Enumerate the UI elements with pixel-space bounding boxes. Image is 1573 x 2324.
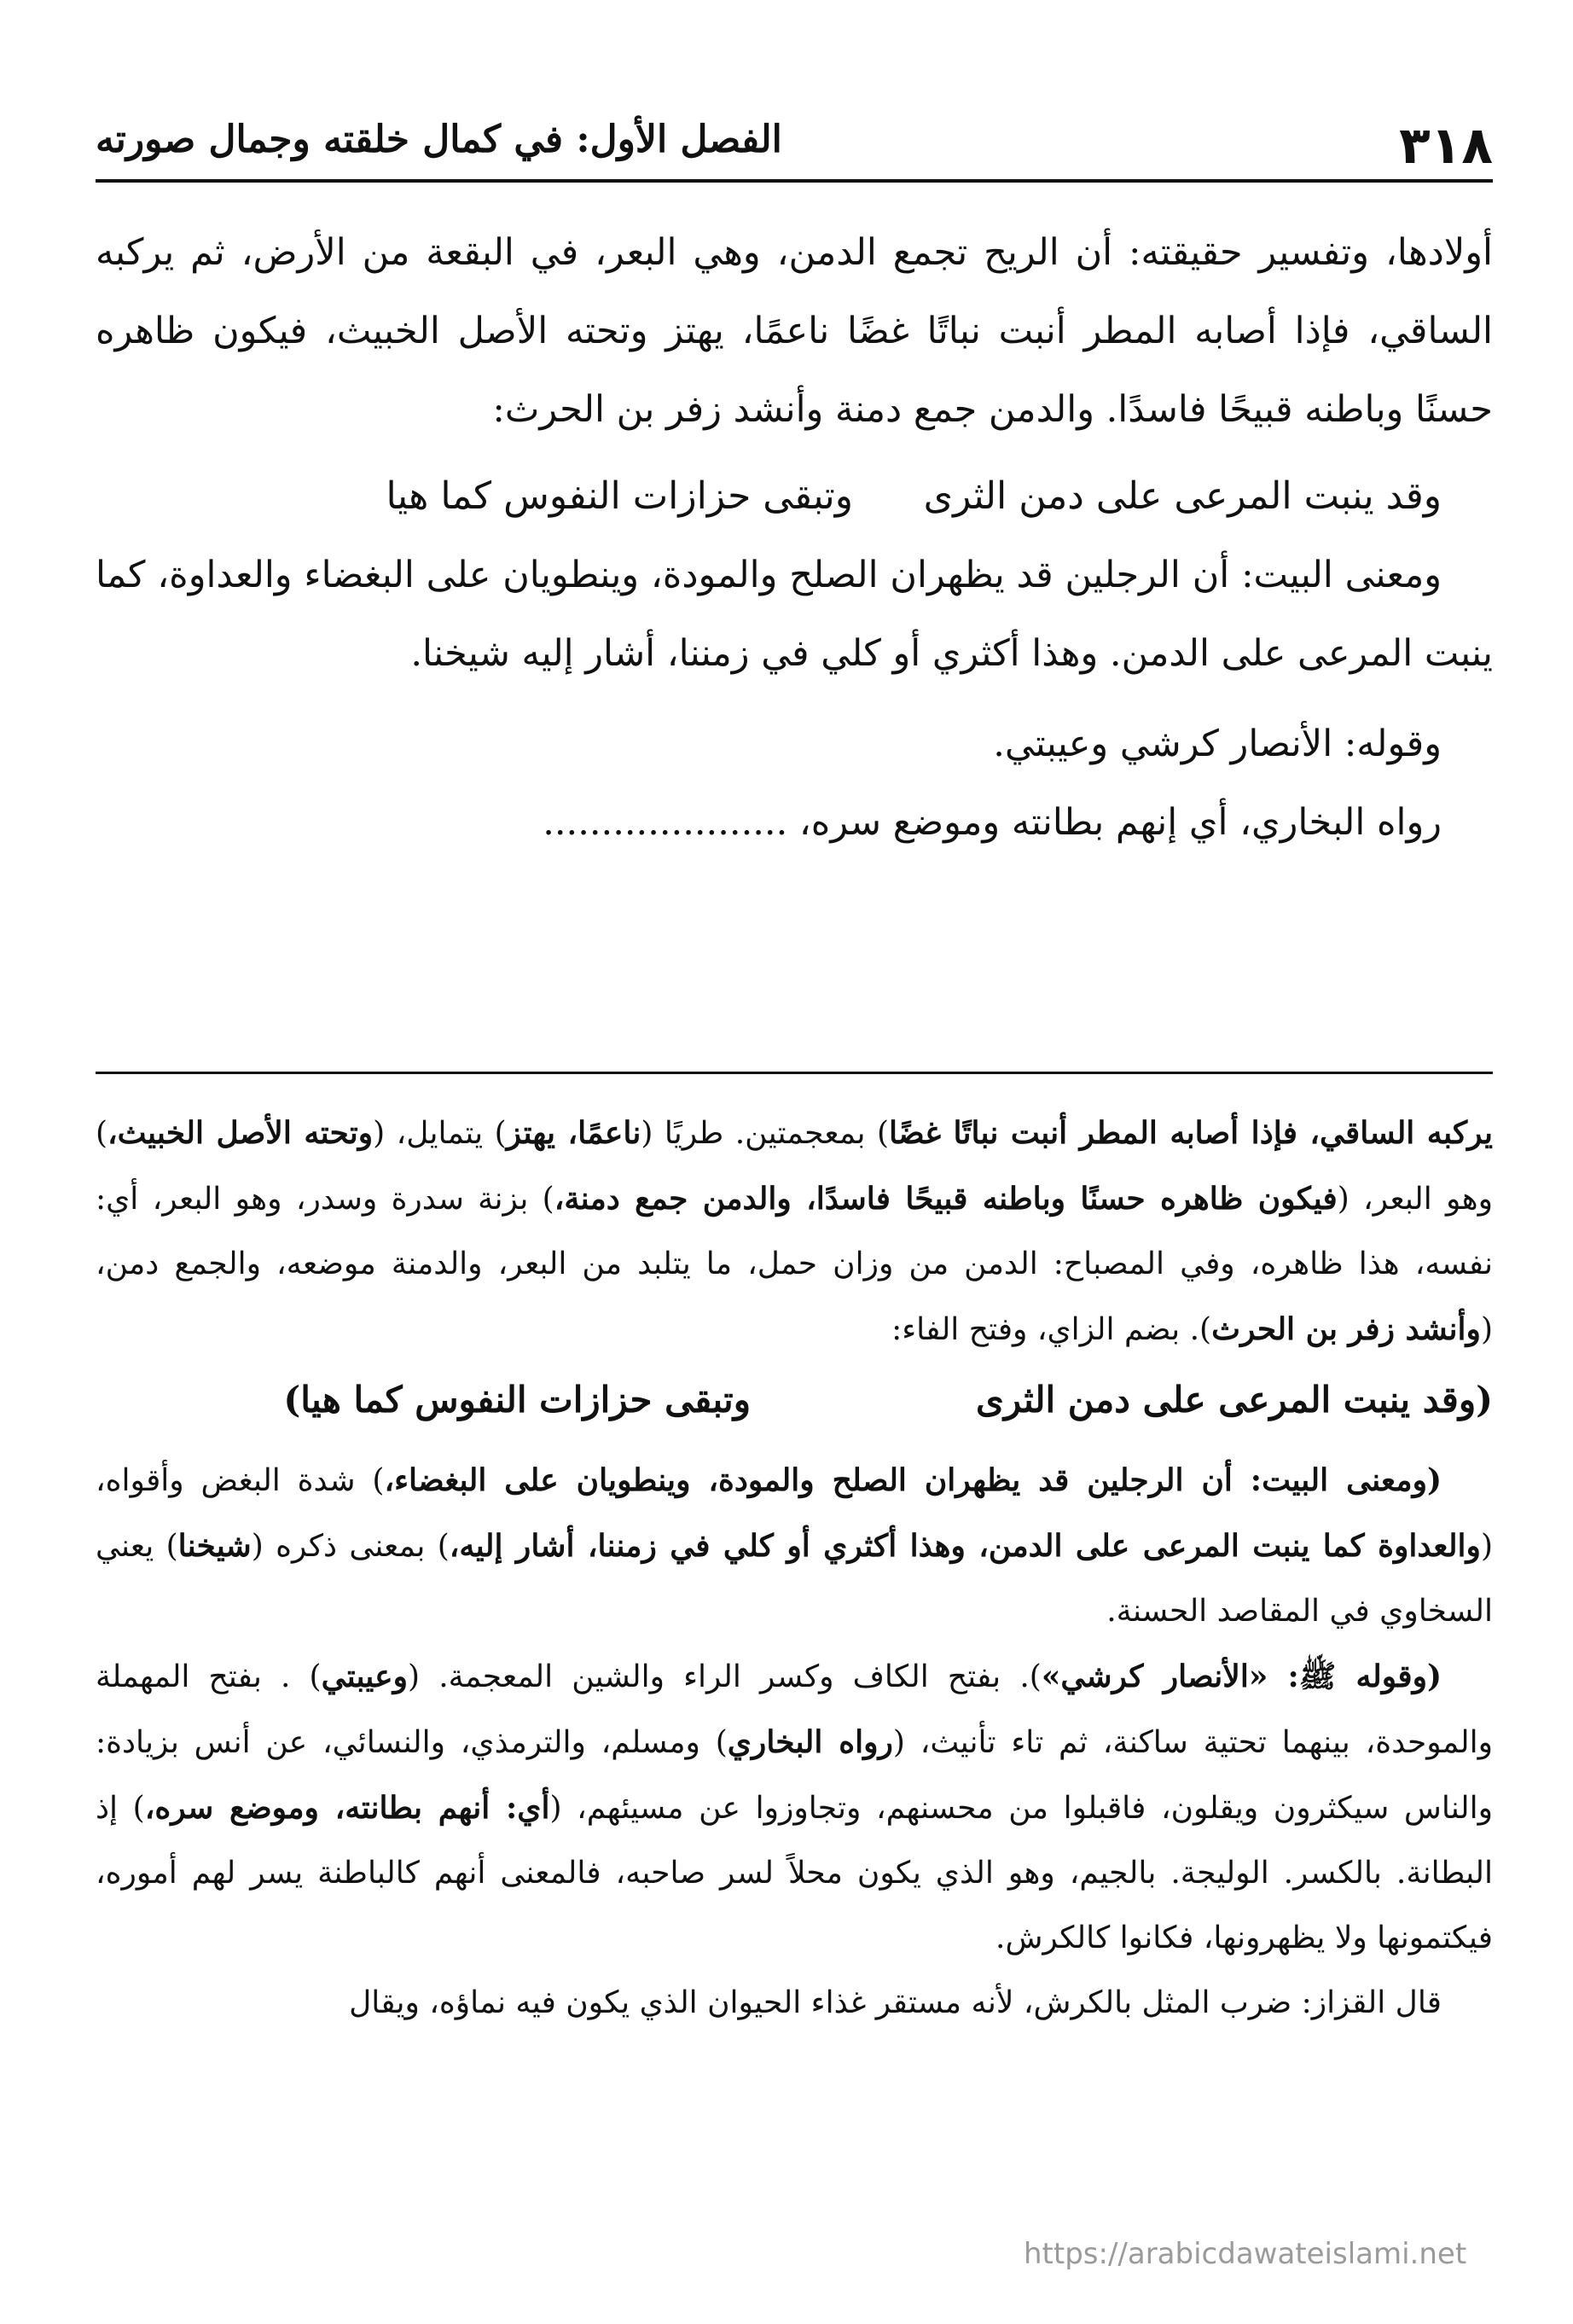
commentary-lemma: شيخنا — [177, 1528, 252, 1564]
commentary-gloss: ) . بفتح المهملة والموحدة، بينهما تحتية ساكنة، ثم تاء تأنيث، ( — [96, 1659, 1494, 1760]
commentary-gloss: ) ومسلم، والترمذي، والنسائي، عن أنس بزيادة: والناس سيكثرون ويقلون، فاقبلوا من محسنهم، وتجاوزوا عن مسيئهم، ( — [96, 1725, 1494, 1826]
commentary-paragraph-2 — [96, 1448, 1493, 1644]
commentary-verse — [96, 1368, 1493, 1439]
commentary-gloss: ) وهو البعر، ( — [96, 1116, 1493, 1217]
commentary-lemma: والعداوة كما ينبت المرعى على الدمن، وهذا أكثري أو كلي في زمننا، أشار إليه، — [449, 1528, 1481, 1564]
commentary-lemma: وعيبتي — [321, 1659, 409, 1694]
commentary-gloss: ) بمعجمتين. طريًا ( — [641, 1116, 890, 1151]
commentary-paragraph-3 — [96, 1644, 1493, 1971]
commentary-lemma: فيكون ظاهره حسنًا وباطنه قبيحًا فاسدًا، والدمن جمع دمنة، — [554, 1181, 1338, 1217]
commentary-lemma: وأنشد زفر بن الحرث — [1211, 1311, 1481, 1347]
verse-hemistich-2: وتبقى حزازات النفوس كما هيا — [386, 474, 853, 518]
commentary-lemma: وتحته الأصل الخبيث، — [107, 1115, 374, 1151]
commentary-gloss: ) يعني السخاوي في المقاصد الحسنة. — [96, 1529, 1493, 1629]
commentary-gloss: ) بزنة سدرة وسدر، وهو البعر، أي: نفسه، هذا ظاهره، وفي المصباح: الدمن من وزان حمل، ما يتلبد من البعر، والدمنة موضعه، والجمع دمن، ( — [96, 1182, 1493, 1347]
commentary-gloss: ). بضم الزاي، وفتح الفاء: — [891, 1312, 1212, 1347]
main-text — [96, 213, 1493, 862]
commentary-text — [96, 1101, 1493, 2036]
commentary-gloss: ) يتمايل، ( — [373, 1116, 507, 1151]
main-paragraph-4-text: رواه البخاري، أي إنهم بطانته وموضع سره، — [798, 801, 1442, 844]
main-paragraph-1: أولادها، وتفسير حقيقته: أن الريح تجمع الدمن، وهي البعر، في البقعة من الأرض، ثم يركبه الساقي، فإذا أصابه المطر أنبت نباتًا غضًا ناعمًا، يهتز وتحته الأصل الخبيث، فيكون ظاهره حسنًا وباطنه قبيحًا فاسدًا. والدمن جمع دمنة وأنشد زفر بن الحرث: — [96, 231, 1493, 431]
commentary-gloss: ). بفتح الكاف وكسر الراء والشين المعجمة. ( — [408, 1659, 1042, 1694]
watermark-url: https://arabicdawateislami.net — [1024, 2237, 1467, 2271]
commentary-lemma: رواه البخاري — [727, 1724, 893, 1760]
main-paragraph-2: ومعنى البيت: أن الرجلين قد يظهران الصلح والمودة، وينطويان على البغضاء والعداوة، كما ينبت المرعى على الدمن. وهذا أكثري أو كلي في زمننا، أشار إليه شيخنا. — [96, 554, 1493, 675]
commentary-lemma: يركبه الساقي، فإذا أصابه المطر أنبت نباتًا غضًا — [889, 1115, 1493, 1151]
header-rule — [96, 179, 1493, 183]
commentary-gloss: ) إذ البطانة. بالكسر. الوليجة. بالجيم، وهو الذي يكون محلاً لسر صاحبه، فالمعنى أنهم كالباطنة يسر لهم أموره، فيكتمونها ولا يظهرونها، فكانوا كالكرش. — [96, 1791, 1493, 1955]
commentary-paragraph-1 — [96, 1101, 1493, 1362]
separator-rule — [96, 1072, 1493, 1074]
commentary-paragraph-4: قال القزاز: ضرب المثل بالكرش، لأنه مستقر غذاء الحيوان الذي يكون فيه نماؤه، ويقال — [349, 1985, 1442, 2020]
commentary-lemma: أي: أنهم بطانته، وموضع سره، — [144, 1790, 550, 1826]
commentary-lemma: (وقوله ﷺ: «الأنصار كرشي» — [1041, 1659, 1442, 1694]
page-header — [96, 101, 1493, 183]
continuation-dots: ..................... — [543, 801, 788, 844]
commentary-verse-hemistich-1: (وقد ينبت المرعى على دمن الثرى — [976, 1379, 1493, 1421]
main-paragraph-3: وقوله: الأنصار كرشي وعيبتي. — [993, 723, 1442, 765]
commentary-gloss: ) شدة البغض وأقواه، ( — [96, 1463, 1493, 1564]
page-number: ٣١٨ — [1399, 116, 1493, 176]
running-title: الفصل الأول: في كمال خلقته وجمال صورته — [96, 118, 782, 161]
commentary-lemma: (ومعنى البيت: أن الرجلين قد يظهران الصلح والمودة، وينطويان على البغضاء، — [384, 1462, 1442, 1498]
verse-hemistich-1: وقد ينبت المرعى على دمن الثرى — [923, 474, 1442, 518]
commentary-lemma: ناعمًا، يهتز — [506, 1115, 641, 1151]
commentary-gloss: ) بمعنى ذكره ( — [251, 1529, 450, 1564]
commentary-verse-hemistich-2: وتبقى حزازات النفوس كما هيا) — [283, 1379, 751, 1421]
main-verse — [96, 457, 1493, 536]
main-paragraph-4 — [96, 783, 1493, 862]
